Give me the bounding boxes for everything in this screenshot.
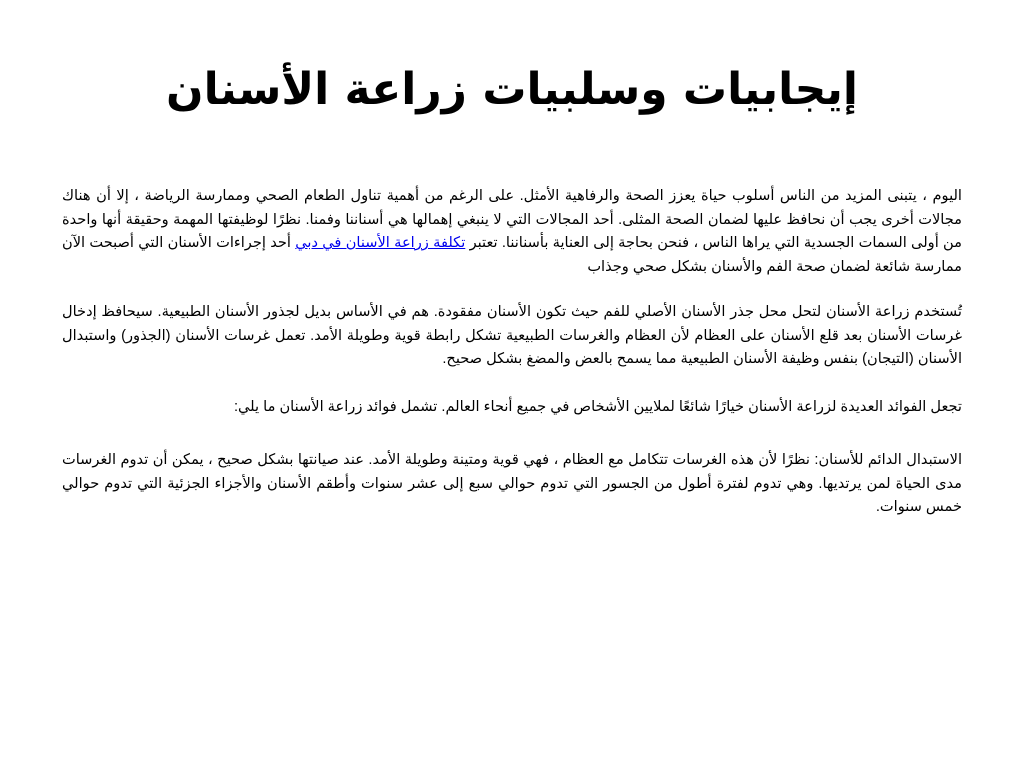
slide-body <box>62 185 962 542</box>
paragraph-permanent-replacement: الاستبدال الدائم للأسنان: نظرًا لأن هذه الغرسات تتكامل مع العظام ، فهي قوية ومتينة وطويلة الأمد. عند صيانتها بشكل صحيح ، يمكن أن تدوم الغرسات مدى الحياة لمن يرتديها. وهي تدوم لفترة أطول من الجسور التي تدوم حوالي سبع إلى عشر سنوات وأطقم الأسنان والأجزاء الجزئية التي تدوم حوالي خمس سنوات. <box>62 452 962 515</box>
dental-implant-cost-dubai-link[interactable]: تكلفة زراعة الأسنان في دبي <box>295 235 466 251</box>
paragraph-intro-text-before-link: اليوم ، يتبنى المزيد من الناس أسلوب حياة يعزز الصحة والرفاهية الأمثل. على الرغم من أهمية تناول الطعام الصحي وممارسة الرياضة ، إلا أن هناك مجالات أخرى يجب أن نحافظ عليها لضمان الصحة المثلى. أحد المجالات التي لا ينبغي إهمالها هي أسناننا وفمنا. نظرًا لوظيفتها المهمة وحقيقة أنها واحدة من أولى السمات الجسدية التي يراها الناس ، فنحن بحاجة إلى العناية بأسناننا. تعتبر <box>62 188 962 251</box>
slide-title: إيجابيات وسلبيات زراعة الأسنان <box>166 64 858 115</box>
paragraph-benefits-intro: تجعل الفوائد العديدة لزراعة الأسنان خيارًا شائعًا لملايين الأشخاص في جميع أنحاء العالم. تشمل فوائد زراعة الأسنان ما يلي: <box>233 398 962 415</box>
paragraph-implants-definition: تُستخدم زراعة الأسنان لتحل محل جذر الأسنان الأصلي للفم حيث تكون الأسنان مفقودة. هم في الأساس بديل لجذور الأسنان الطبيعية. سيحافظ إدخال غرسات الأسنان بعد قلع الأسنان على العظام لأن العظام والغرسات الطبيعية تشكل رابطة قوية وطويلة الأمد. تعمل غرسات الأسنان (الجذور) واستبدال الأسنان (التيجان) بنفس وظيفة الأسنان الطبيعية مما يسمح بالعض والمضغ بشكل صحيح. <box>62 304 962 367</box>
paragraph-intro <box>62 185 962 279</box>
paragraph-intro-text-after-link: أحد إجراءات الأسنان التي أصبحت الآن ممارسة شائعة لضمان صحة الفم والأسنان بشكل صحي وجذاب <box>62 235 962 275</box>
